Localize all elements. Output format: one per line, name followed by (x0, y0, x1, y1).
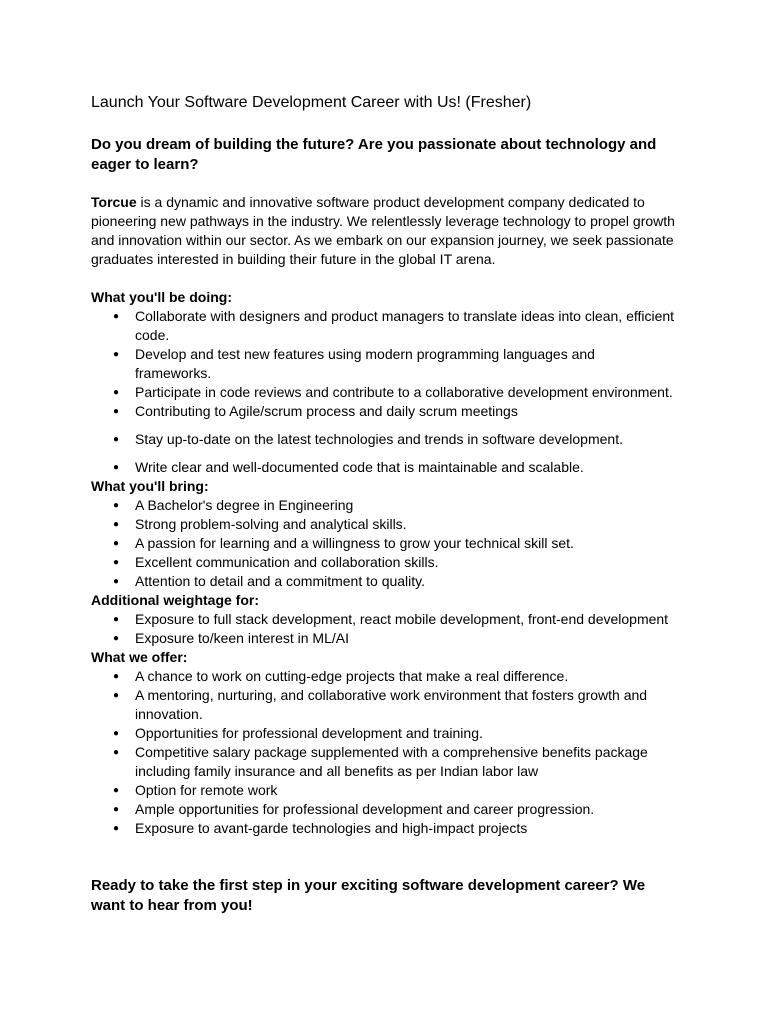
list-item (91, 686, 675, 724)
list-item-text: Exposure to/keen interest in ML/AI (135, 630, 349, 646)
section-heading: What we offer: (91, 649, 188, 665)
page-subtitle: Do you dream of building the future? Are you passionate about technology and eager to learn? (91, 136, 657, 173)
section-heading: Additional weightage for: (91, 592, 259, 608)
list-item (91, 667, 675, 686)
list-item (91, 819, 675, 838)
bullet-list (91, 307, 708, 477)
list-item-text: Develop and test new features using modern programming languages and frameworks. (135, 346, 595, 381)
list-item (91, 345, 675, 383)
list-item (91, 800, 675, 819)
list-item-text: A passion for learning and a willingness to grow your technical skill set. (135, 535, 574, 551)
bullet-icon: ● (113, 690, 120, 701)
bullet-list (91, 667, 708, 838)
list-item (91, 553, 675, 572)
list-item-text: Exposure to full stack development, react mobile development, front-end development (135, 611, 669, 627)
list-item-text: A chance to work on cutting-edge projects that make a real difference. (135, 668, 569, 684)
bullet-icon: ● (113, 576, 120, 587)
section-doing (91, 288, 708, 477)
list-item (91, 724, 675, 743)
bullet-icon: ● (113, 500, 120, 511)
bullet-icon: ● (113, 311, 120, 322)
bullet-icon: ● (113, 434, 120, 445)
bullet-icon: ● (113, 538, 120, 549)
list-item (91, 572, 675, 591)
list-item (91, 307, 675, 345)
list-item-text: Stay up-to-date on the latest technologies and trends in software development. (135, 431, 623, 447)
bullet-icon: ● (113, 387, 120, 398)
list-item-text: Attention to detail and a commitment to quality. (135, 573, 426, 589)
list-item (91, 383, 675, 402)
bullet-icon: ● (113, 557, 120, 568)
list-item-text: A Bachelor's degree in Engineering (135, 497, 354, 513)
list-item-text: Collaborate with designers and product managers to translate ideas into clean, efficient code. (135, 308, 675, 343)
list-item-text: Excellent communication and collaboration skills. (135, 554, 439, 570)
list-item-text: Participate in code reviews and contribute to a collaborative development environment. (135, 384, 673, 400)
closing-call-to-action: Ready to take the first step in your exciting software development career? We want to hear from you! (91, 877, 646, 914)
list-item-text: Ample opportunities for professional development and career progression. (135, 801, 595, 817)
bullet-icon: ● (113, 785, 120, 796)
bullet-icon: ● (113, 804, 120, 815)
list-item-text: Competitive salary package supplemented with a comprehensive benefits package including family insurance and all benefits as per Indian labor law (135, 744, 648, 779)
list-item-text: Strong problem-solving and analytical skills. (135, 516, 407, 532)
list-item (91, 402, 675, 421)
list-item (91, 629, 675, 648)
bullet-icon: ● (113, 406, 120, 417)
list-item-text: Exposure to avant-garde technologies and high-impact projects (135, 820, 528, 836)
bullet-icon: ● (113, 614, 120, 625)
list-item (91, 515, 675, 534)
bullet-icon: ● (113, 519, 120, 530)
page-title: Launch Your Software Development Career with Us! (Fresher) (91, 94, 532, 111)
section-offer (91, 648, 708, 838)
bullet-icon: ● (113, 728, 120, 739)
section-heading: What you'll bring: (91, 478, 209, 494)
list-item-text: A mentoring, nurturing, and collaborative work environment that fosters growth and innovation. (135, 687, 648, 722)
intro-text: is a dynamic and innovative software product development company dedicated to pioneering new pathways in the industry. We relentlessly leverage technology to propel growth and innovation within our sector. As we embark on our expansion journey, we seek passionate graduates interested in building their future in the global IT arena. (91, 194, 675, 267)
bullet-list (91, 610, 708, 648)
list-item (91, 781, 675, 800)
list-item (91, 743, 675, 781)
list-item-text: Option for remote work (135, 782, 278, 798)
company-name: Torcue (91, 194, 137, 210)
section-additional (91, 591, 708, 648)
section-bring (91, 477, 708, 591)
bullet-icon: ● (113, 747, 120, 758)
bullet-icon: ● (113, 823, 120, 834)
intro-paragraph (91, 193, 681, 269)
bullet-icon: ● (113, 633, 120, 644)
list-item (91, 458, 675, 477)
bullet-icon: ● (113, 349, 120, 360)
list-item (91, 496, 675, 515)
list-item-text: Write clear and well-documented code that is maintainable and scalable. (135, 459, 584, 475)
list-item (91, 430, 675, 449)
list-item-text: Opportunities for professional development and training. (135, 725, 483, 741)
bullet-list (91, 496, 708, 591)
list-item (91, 610, 675, 629)
list-item (91, 534, 675, 553)
bullet-icon: ● (113, 671, 120, 682)
list-item-text: Contributing to Agile/scrum process and daily scrum meetings (135, 403, 518, 419)
bullet-icon: ● (113, 462, 120, 473)
section-heading: What you'll be doing: (91, 289, 232, 305)
